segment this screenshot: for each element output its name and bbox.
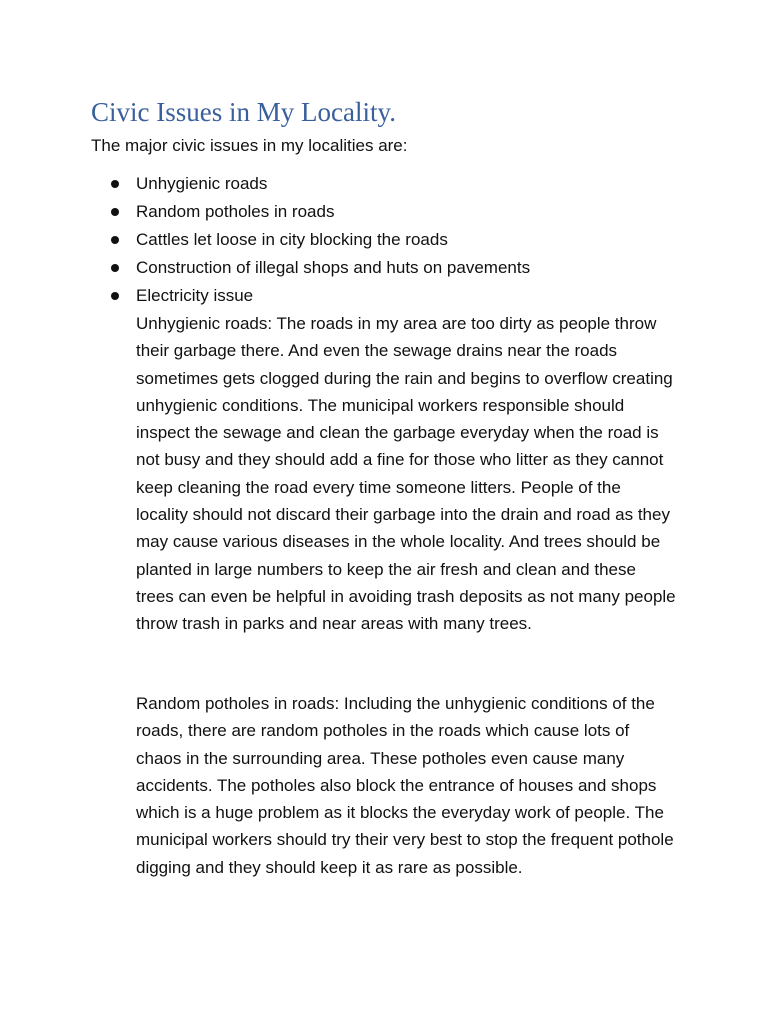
bullet-icon bbox=[111, 236, 119, 244]
list-item-text: Unhygienic roads bbox=[136, 174, 268, 193]
intro-text: The major civic issues in my localities are: bbox=[91, 136, 408, 155]
document-title: Civic Issues in My Locality. bbox=[91, 97, 396, 127]
list-item-text: Random potholes in roads bbox=[136, 202, 335, 221]
bullet-icon bbox=[111, 264, 119, 272]
bullet-icon bbox=[111, 208, 119, 216]
list-item bbox=[0, 170, 700, 198]
bullet-icon bbox=[111, 180, 119, 188]
list-item bbox=[0, 198, 700, 226]
paragraph-unhygienic-roads: Unhygienic roads: The roads in my area are too dirty as people throw their garbage there. And even the sewage drains near the roads sometimes gets clogged during the rain and begins to overflow creating unhygienic conditions. The municipal workers responsible should inspect the sewage and clean the garbage everyday when the road is not busy and they should add a fine for those who litter as they cannot keep cleaning the road every time someone litters. People of the locality should not discard their garbage into the drain and road as they may cause various diseases in the whole locality. And trees should be planted in large numbers to keep the air fresh and clean and these trees can even be helpful in avoiding trash deposits as not many people throw trash in parks and near areas with many trees. bbox=[136, 314, 676, 634]
list-item bbox=[0, 282, 700, 310]
bullet-icon bbox=[111, 292, 119, 300]
list-item-text: Cattles let loose in city blocking the roads bbox=[136, 230, 448, 249]
issue-list bbox=[0, 170, 700, 310]
list-item-text: Electricity issue bbox=[136, 286, 254, 305]
paragraph-random-potholes: Random potholes in roads: Including the unhygienic conditions of the roads, there are random potholes in the roads which cause lots of chaos in the surrounding area. These potholes even cause many accidents. The potholes also block the entrance of houses and shops which is a huge problem as it blocks the everyday work of people. The municipal workers should try their very best to stop the frequent pothole digging and they should keep it as rare as possible. bbox=[136, 694, 674, 877]
list-item bbox=[0, 226, 700, 254]
list-item-text: Construction of illegal shops and huts on pavements bbox=[136, 258, 531, 277]
list-item bbox=[0, 254, 700, 282]
